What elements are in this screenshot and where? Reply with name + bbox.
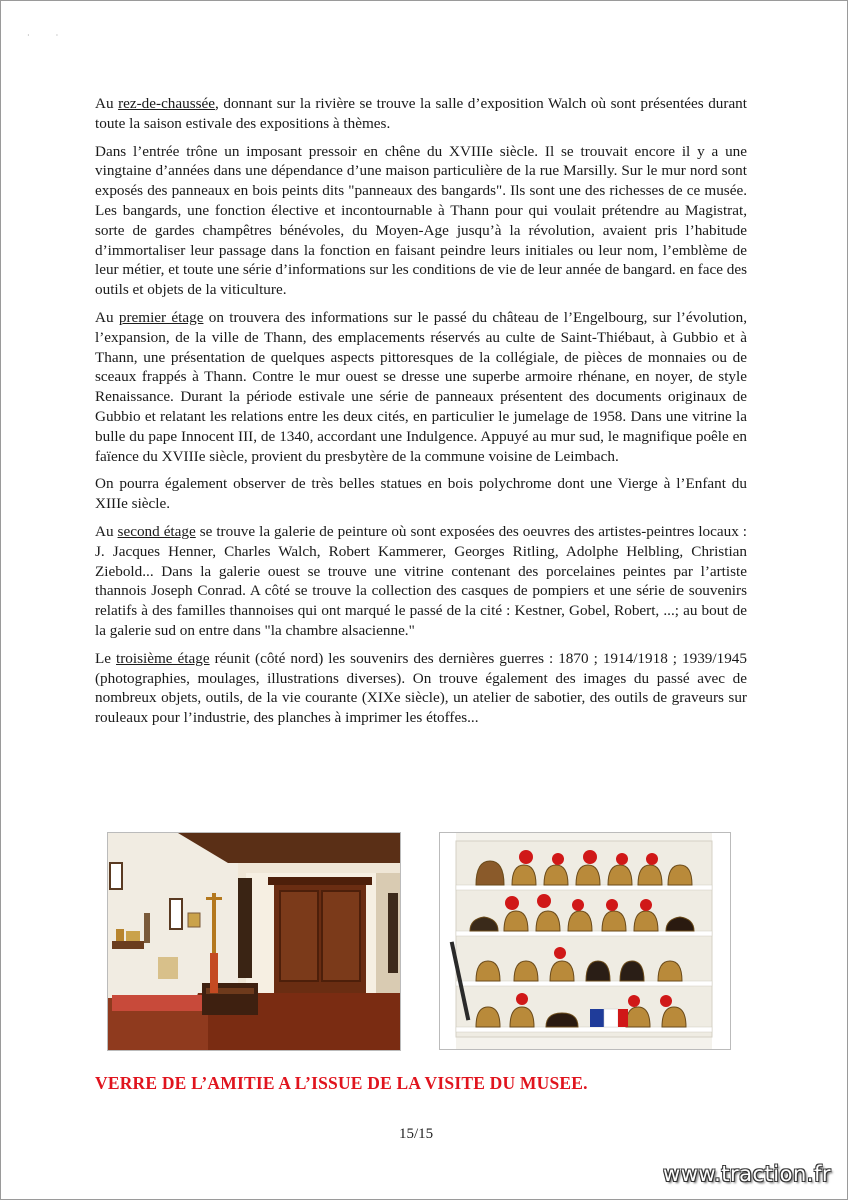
paragraph-second-floor: Au second étage se trouve la galerie de peinture où sont exposées des oeuvres des artistes-peintres locaux : J. Jacques Henner, Charles Walch, Robert Kammerer, Georges Ritling, Adolphe Helbling, Christian Ziebold... Dans la galerie ouest se trouve une vitrine contenant des porcelaines peintes par l’artiste thannois Joseph Conrad. A côté se trouve la collection des casques de pompiers et une série de souvenirs relatifs à des familles thannoises qui ont marqué le passé de la cité : Kestner, Gobel, Robert, ...; au bout de la galerie sud on entre dans "la chambre alsacienne." — [95, 522, 748, 639]
alsatian-room-illustration — [108, 833, 400, 1050]
paragraph-entrance: Dans l’entrée trône un imposant pressoir en chêne du XVIIIe siècle. Il se trouvait encore il y a une vingtaine d’années dans une dépendance d’une maison particulière de la rue Marsilly. Sur le mur nord sont exposés des panneaux en bois peints dits "panneaux des bangards". Ils sont une des richesses de ce musée. Les bangards, une fonction élective et incontournable à Thann pour qui voulait prétendre au Magistrat, sorte de gardes champêtres bénévoles, du Moyen-Age jusqu’à la révolution, avaient pris l’habitude d’immortaliser leur passage dans la fonction en faisant peindre leurs initiales ou leur nom, l’emblème de leur métier, et toute une série d’informations sur les conditions de vie de leur année de bangard. en face des outils et objets de la viticulture. — [95, 142, 747, 299]
scan-specks: · · — [27, 31, 71, 40]
closing-title: VERRE DE L’AMITIE A L’ISSUE DE LA VISITE DU MUSEE. — [95, 1073, 588, 1093]
paragraph-first-floor: Au premier étage on trouvera des informations sur le passé du château de l’Engelbourg, sur l’évolution, l’expansion, de la ville de Thann, des emplacements réservés au culte de Saint-Thiébaut, à Gubbio et à Thann, une présentation de quelques aspects pittoresques de la collégiale, de pièces de monnaies ou de sceaux frappés à Thann. Contre le mur ouest se dresse une superbe armoire rhénane, en noyer, de style Renaissance. Durant la période estivale une série de panneaux présentent des documents originaux de Gubbio et relatant les relations entre les deux cités, en particulier le jumelage de 1958. Dans une vitrine la bulle du pape Innocent III, de 1340, accordant une Indulgence. Appuyé au mur sud, le magnifique poêle en faïence du XVIIIe siècle, provient du presbytère de la commune voisine de Leimbach. — [95, 308, 748, 465]
heading-third-floor: troisième étage — [116, 649, 210, 667]
paragraph-statues: On pourra également observer de très belles statues en bois polychrome dont une Vierge à l’Enfant du XIIIe siècle. — [95, 475, 747, 513]
heading-ground-floor: rez-de-chaussée — [118, 95, 216, 112]
heading-second-floor: second étage — [117, 522, 196, 540]
website-watermark: www.traction.fr — [663, 1162, 831, 1186]
photo-alsatian-room — [107, 832, 401, 1051]
heading-first-floor: premier étage — [118, 308, 204, 326]
paragraph-third-floor: Le troisième étage réunit (côté nord) les souvenirs des dernières guerres : 1870 ; 1914/1918 ; 1939/1945 (photographies, moulages, illustrations diverses). On trouve également des images du passé avec de nombreux objets, outils, de la vie courante (XIXe siècle), un atelier de sabotier, des outils de graveurs sur rouleaux pour l’industrie, des planches à imprimer les étoffes... — [95, 649, 747, 727]
photo-firemen-helmets — [439, 832, 731, 1050]
paragraph-ground-floor: Au rez-de-chaussée, donnant sur la rivière se trouve la salle d’exposition Walch où sont présentées durant toute la saison estivale des expositions à thèmes. — [95, 95, 747, 132]
page-number: 15/15 — [399, 1126, 434, 1142]
body-text — [95, 94, 747, 736]
firemen-helmets-illustration — [440, 833, 730, 1049]
